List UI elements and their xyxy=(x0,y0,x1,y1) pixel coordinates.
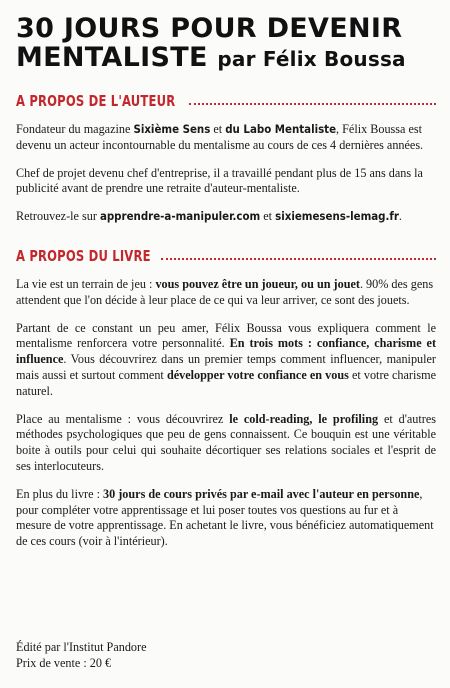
bold-run: développer votre confiance en vous xyxy=(166,367,349,382)
publisher-line: Édité par l'Institut Pandore xyxy=(16,640,147,654)
website-link-1: apprendre-a-manipuler.com xyxy=(99,209,261,224)
author-paragraph-3 xyxy=(16,209,436,225)
bold-run: du Labo Mentaliste xyxy=(225,122,337,136)
bold-run: vous pouvez être un joueur, ou un jouet xyxy=(155,276,360,291)
bold-run: Sixième Sens xyxy=(133,122,211,136)
heading-divider xyxy=(161,258,436,260)
author-paragraph-1 xyxy=(16,122,436,154)
text-run: . xyxy=(398,209,402,224)
text-run: Fondateur du magazine xyxy=(16,122,134,136)
price-line: Prix de vente : 20 € xyxy=(16,655,112,670)
back-cover xyxy=(16,14,436,550)
text-run: , pour compléter votre apprentissage et lui poser toutes vos questions au fur et à mesure de votre apprentissage. En achetant le livre, vous bénéficiez automatiquement de ces cours (voir à l'intérieur). xyxy=(16,486,434,549)
bold-run: 30 jours de cours privés par e-mail avec l'auteur en personne xyxy=(103,486,420,501)
text-run: et xyxy=(210,122,226,136)
book-paragraph-4 xyxy=(16,487,436,550)
bold-run: En trois mots : confiance, charisme et influence xyxy=(16,336,436,367)
text-run: . Vous découvrirez dans un premier temps comment influencer, manipuler mais aussi et surtout comment xyxy=(16,352,436,382)
bold-run: le cold-reading, le profiling xyxy=(229,411,379,426)
title-line-2 xyxy=(16,43,436,74)
text-run: Retrouvez-le sur xyxy=(16,209,100,224)
text-run: Place au mentalisme : vous découvrirez xyxy=(16,411,230,426)
book-paragraph-2 xyxy=(16,321,436,400)
book-section-heading xyxy=(16,247,436,265)
book-heading-text: A PROPOS DU LIVRE xyxy=(16,246,151,265)
text-run: . 90% des gens attendent que l'on décide à leur place de ce qui va leur arriver, ce sont des jouets. xyxy=(16,276,434,307)
footer xyxy=(16,640,146,672)
heading-divider xyxy=(189,103,436,105)
text-run: La vie est un terrain de jeu : xyxy=(16,276,156,291)
book-paragraph-1 xyxy=(16,277,436,309)
text-run: En plus du livre : xyxy=(16,486,103,501)
title-main: MENTALISTE xyxy=(16,42,208,73)
text-run: et d'autres méthodes psychologiques que peu de gens connaissent. Ce bouquin est une véritable boite à outils pour celui qui souhaite décortiquer ses relations sociales et l'esprit de ses interlocuteurs. xyxy=(16,411,436,473)
author-heading-text: A PROPOS DE L'AUTEUR xyxy=(16,92,176,110)
author-paragraph-2: Chef de projet devenu chef d'entreprise, il a travaillé pendant plus de 15 ans dans la publicité avant de prendre une retraite d'auteur-mentaliste. xyxy=(16,165,423,196)
author-section-heading xyxy=(16,92,436,110)
title-line-1: 30 JOURS POUR DEVENIR xyxy=(16,13,403,44)
text-run: et xyxy=(260,209,276,224)
website-link-2: sixiemesens-lemag.fr xyxy=(275,209,399,224)
text-run: , Félix Boussa est devenu un acteur incontournable du mentalisme au cours de ces 4 dernières années. xyxy=(16,122,424,152)
book-paragraph-3 xyxy=(16,412,436,475)
text-run: et votre charisme naturel. xyxy=(16,367,437,398)
title-author: par Félix Boussa xyxy=(217,47,406,71)
book-title xyxy=(16,14,436,74)
text-run: Partant de ce constant un peu amer, Félix Boussa vous expliquera comment le mentalisme renforcera votre personnalité. xyxy=(16,320,436,351)
